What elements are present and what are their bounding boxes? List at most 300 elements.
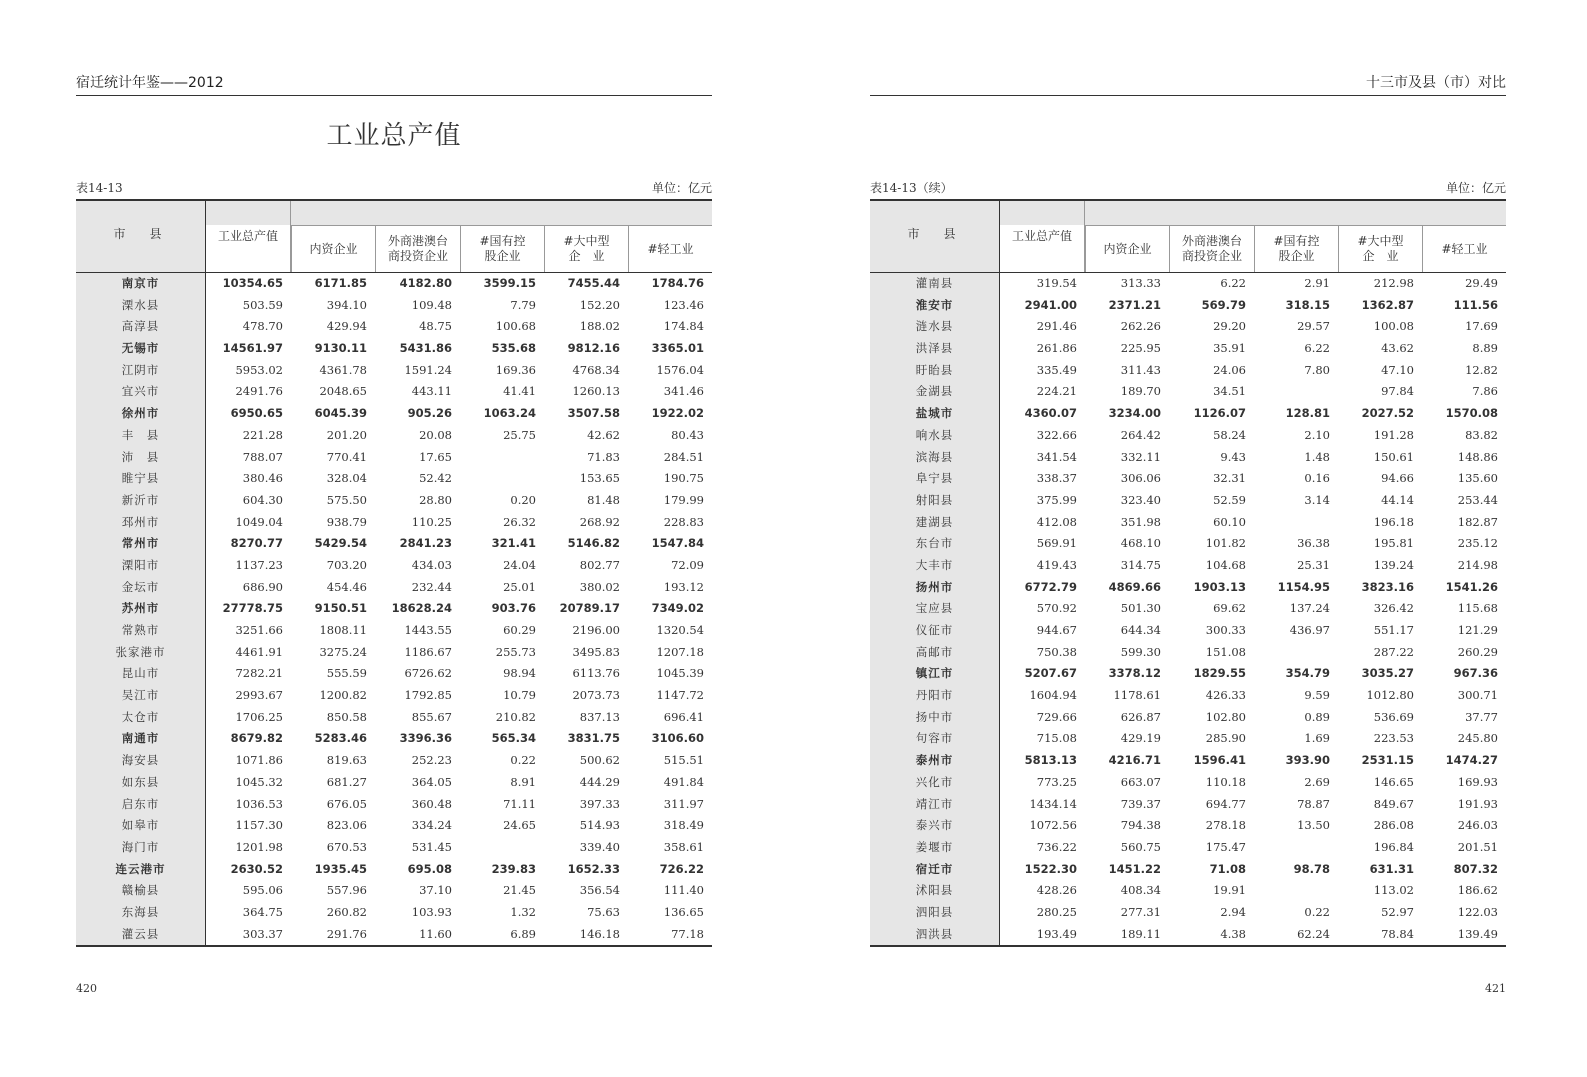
- value-cell: 703.20: [326, 557, 367, 572]
- value-cell: 531.45: [411, 839, 452, 854]
- value-cell: 103.93: [411, 904, 452, 919]
- column-header-sub: 内资企业: [291, 225, 375, 272]
- table-row: [870, 750, 1506, 772]
- value-cell: 1071.86: [235, 753, 283, 768]
- value-cell: 739.37: [1120, 796, 1161, 811]
- value-cell: 560.75: [1120, 839, 1161, 854]
- value-cell: 849.67: [1373, 796, 1414, 811]
- column-header-sub: 内资企业: [1085, 225, 1169, 272]
- value-cell: 1706.25: [235, 709, 283, 724]
- table-row: [870, 577, 1506, 599]
- value-cell: 695.08: [407, 861, 452, 876]
- value-cell: 13.50: [1297, 818, 1330, 833]
- value-cell: 1451.22: [1108, 861, 1161, 876]
- row-name: 睢宁县: [76, 468, 206, 490]
- row-name: 泗洪县: [870, 924, 1000, 946]
- value-cell: 193.12: [663, 579, 704, 594]
- value-cell: 535.68: [491, 341, 536, 356]
- value-cell: 314.75: [1120, 557, 1161, 572]
- table-row: [870, 728, 1506, 750]
- value-cell: 318.15: [1285, 297, 1330, 312]
- value-cell: 11.60: [419, 926, 452, 941]
- table-row: [870, 772, 1506, 794]
- row-name: 连云港市: [76, 859, 206, 881]
- value-cell: 5146.82: [567, 536, 620, 551]
- value-cell: 94.66: [1381, 471, 1414, 486]
- value-cell: 5429.54: [314, 536, 367, 551]
- value-cell: 81.48: [587, 492, 620, 507]
- row-name: 海门市: [76, 837, 206, 859]
- value-cell: 36.38: [1297, 536, 1330, 551]
- value-cell: [1254, 880, 1330, 902]
- value-cell: 354.79: [1285, 666, 1330, 681]
- value-cell: 97.84: [1381, 384, 1414, 399]
- value-cell: 802.77: [579, 557, 620, 572]
- value-cell: 224.21: [1036, 384, 1077, 399]
- row-name: 大丰市: [870, 555, 1000, 577]
- value-cell: 321.41: [491, 536, 536, 551]
- value-cell: 1072.56: [1029, 818, 1077, 833]
- value-cell: 454.46: [326, 579, 367, 594]
- value-cell: 19.91: [1213, 883, 1246, 898]
- row-name: 滨海县: [870, 447, 1000, 469]
- right-page: [870, 0, 1506, 1077]
- value-cell: 151.08: [1205, 644, 1246, 659]
- table-row: [870, 880, 1506, 902]
- value-cell: 364.75: [242, 904, 283, 919]
- value-cell: 2.69: [1304, 774, 1330, 789]
- column-header-sub: #轻工业: [1422, 225, 1506, 272]
- table-row: [870, 338, 1506, 360]
- value-cell: 663.07: [1120, 774, 1161, 789]
- table-row: [870, 663, 1506, 685]
- row-name: 涟水县: [870, 316, 1000, 338]
- value-cell: 565.34: [491, 731, 536, 746]
- value-cell: 41.41: [503, 384, 536, 399]
- value-cell: 1576.04: [656, 362, 704, 377]
- value-cell: 201.20: [326, 427, 367, 442]
- value-cell: 78.87: [1297, 796, 1330, 811]
- row-name: 金湖县: [870, 381, 1000, 403]
- row-name: 新沂市: [76, 490, 206, 512]
- value-cell: 52.59: [1213, 492, 1246, 507]
- value-cell: 306.06: [1120, 471, 1161, 486]
- value-cell: 26.32: [503, 514, 536, 529]
- value-cell: 80.43: [671, 427, 704, 442]
- value-cell: 191.28: [1373, 427, 1414, 442]
- row-name: 吴江市: [76, 685, 206, 707]
- value-cell: 3106.60: [651, 731, 704, 746]
- value-cell: 1362.87: [1361, 297, 1414, 312]
- value-cell: 212.98: [1373, 276, 1414, 290]
- value-cell: 468.10: [1120, 536, 1161, 551]
- value-cell: 210.82: [495, 709, 536, 724]
- value-cell: 18628.24: [391, 601, 452, 616]
- value-cell: 291.46: [1036, 319, 1077, 334]
- row-name: 响水县: [870, 425, 1000, 447]
- value-cell: 83.82: [1465, 427, 1498, 442]
- value-cell: 58.24: [1213, 427, 1246, 442]
- value-cell: 536.69: [1373, 709, 1414, 724]
- value-cell: 260.82: [326, 904, 367, 919]
- value-cell: 98.94: [503, 666, 536, 681]
- row-name: 宝应县: [870, 598, 1000, 620]
- value-cell: 2371.21: [1108, 297, 1161, 312]
- value-cell: 223.53: [1373, 731, 1414, 746]
- value-cell: 284.51: [663, 449, 704, 464]
- value-cell: 686.90: [242, 579, 283, 594]
- table-row: [870, 490, 1506, 512]
- table-row: [76, 902, 712, 924]
- row-name: 溧阳市: [76, 555, 206, 577]
- value-cell: 7.86: [1472, 384, 1498, 399]
- value-cell: 37.10: [419, 883, 452, 898]
- value-cell: 351.98: [1120, 514, 1161, 529]
- value-cell: 47.10: [1381, 362, 1414, 377]
- value-cell: 300.33: [1205, 623, 1246, 637]
- value-cell: 394.10: [326, 297, 367, 312]
- value-cell: 855.67: [411, 709, 452, 724]
- value-cell: 137.24: [1289, 601, 1330, 616]
- value-cell: 436.97: [1289, 623, 1330, 637]
- value-cell: 397.33: [579, 796, 620, 811]
- value-cell: 729.66: [1036, 709, 1077, 724]
- value-cell: 570.92: [1036, 601, 1077, 616]
- value-cell: 967.36: [1453, 666, 1498, 681]
- row-name: 盱眙县: [870, 360, 1000, 382]
- value-cell: 260.29: [1457, 644, 1498, 659]
- value-cell: 1012.80: [1366, 688, 1414, 703]
- value-cell: [1254, 837, 1330, 859]
- table-row: [870, 425, 1506, 447]
- value-cell: 29.49: [1465, 276, 1498, 290]
- value-cell: 903.76: [491, 601, 536, 616]
- value-cell: 14561.97: [222, 341, 283, 356]
- table-row: [76, 620, 712, 642]
- value-cell: 551.17: [1373, 623, 1414, 637]
- value-cell: 1154.95: [1277, 579, 1330, 594]
- value-cell: 189.11: [1120, 926, 1161, 941]
- value-cell: 4.38: [1220, 926, 1246, 941]
- value-cell: 339.40: [579, 839, 620, 854]
- table-row: [870, 685, 1506, 707]
- value-cell: 1570.08: [1445, 406, 1498, 421]
- value-cell: 360.48: [411, 796, 452, 811]
- value-cell: 434.03: [411, 557, 452, 572]
- value-cell: 146.65: [1373, 774, 1414, 789]
- value-cell: 0.16: [1304, 471, 1330, 486]
- value-cell: 4361.78: [319, 362, 367, 377]
- value-cell: 2491.76: [235, 384, 283, 399]
- row-name: 灌云县: [76, 924, 206, 946]
- value-cell: 6171.85: [314, 276, 367, 290]
- value-cell: 52.42: [419, 471, 452, 486]
- value-cell: 27778.75: [222, 601, 283, 616]
- table-row: [870, 381, 1506, 403]
- value-cell: 6772.79: [1024, 579, 1077, 594]
- value-cell: 148.86: [1457, 449, 1498, 464]
- value-cell: 110.18: [1205, 774, 1246, 789]
- value-cell: 3365.01: [651, 341, 704, 356]
- value-cell: 419.43: [1036, 557, 1077, 572]
- table-row: [870, 902, 1506, 924]
- value-cell: 24.04: [503, 557, 536, 572]
- table-row: [76, 772, 712, 794]
- value-cell: 5813.13: [1024, 753, 1077, 768]
- value-cell: 4216.71: [1108, 753, 1161, 768]
- column-header-sub: #轻工业: [628, 225, 712, 272]
- value-cell: 1157.30: [235, 818, 283, 833]
- running-head: 宿迁统计年鉴——2012: [76, 75, 712, 96]
- value-cell: 318.49: [663, 818, 704, 833]
- value-cell: 1591.24: [404, 362, 452, 377]
- row-name: 宿迁市: [870, 859, 1000, 881]
- value-cell: 444.29: [579, 774, 620, 789]
- value-cell: 0.89: [1304, 709, 1330, 724]
- value-cell: 25.31: [1297, 557, 1330, 572]
- value-cell: 17.65: [419, 449, 452, 464]
- row-name: 洪泽县: [870, 338, 1000, 360]
- table-row: [870, 859, 1506, 881]
- value-cell: 24.65: [503, 818, 536, 833]
- value-cell: 1604.94: [1029, 688, 1077, 703]
- row-name: 张家港市: [76, 642, 206, 664]
- table-label: 表14-13（续）: [870, 181, 953, 195]
- value-cell: 115.68: [1457, 601, 1498, 616]
- value-cell: 341.46: [663, 384, 704, 399]
- table-row: [76, 598, 712, 620]
- row-name: 高邮市: [870, 642, 1000, 664]
- value-cell: 2993.67: [235, 688, 283, 703]
- value-cell: 110.25: [411, 514, 452, 529]
- value-cell: 111.56: [1453, 297, 1498, 312]
- row-name: 阜宁县: [870, 468, 1000, 490]
- value-cell: 380.02: [579, 579, 620, 594]
- value-cell: 670.53: [326, 839, 367, 854]
- value-cell: 169.93: [1457, 774, 1498, 789]
- value-cell: 569.79: [1201, 297, 1246, 312]
- value-cell: 5431.86: [399, 341, 452, 356]
- table-row: [76, 403, 712, 425]
- value-cell: 1.32: [510, 904, 536, 919]
- value-cell: 599.30: [1120, 644, 1161, 659]
- value-cell: 3823.16: [1361, 579, 1414, 594]
- value-cell: 375.99: [1036, 492, 1077, 507]
- value-cell: 121.29: [1457, 623, 1498, 637]
- value-cell: 3378.12: [1108, 666, 1161, 681]
- value-cell: 0.22: [1304, 904, 1330, 919]
- value-cell: 323.40: [1120, 492, 1161, 507]
- value-cell: 235.12: [1457, 536, 1498, 551]
- value-cell: 7282.21: [235, 666, 283, 681]
- row-name: 苏州市: [76, 598, 206, 620]
- row-name: 淮安市: [870, 295, 1000, 317]
- value-cell: 3275.24: [319, 644, 367, 659]
- value-cell: 8.91: [510, 774, 536, 789]
- value-cell: 823.06: [326, 818, 367, 833]
- value-cell: 5283.46: [314, 731, 367, 746]
- page-number: 421: [1485, 982, 1506, 995]
- value-cell: 100.08: [1373, 319, 1414, 334]
- value-cell: 773.25: [1036, 774, 1077, 789]
- value-cell: 7349.02: [651, 601, 704, 616]
- table-row: [76, 381, 712, 403]
- value-cell: 78.84: [1381, 926, 1414, 941]
- row-name: 无锡市: [76, 338, 206, 360]
- value-cell: 1320.54: [656, 623, 704, 637]
- table-row: [76, 577, 712, 599]
- value-cell: 291.76: [326, 926, 367, 941]
- value-cell: 515.51: [663, 753, 704, 768]
- value-cell: 380.46: [242, 471, 283, 486]
- value-cell: 2841.23: [399, 536, 452, 551]
- value-cell: 1596.41: [1193, 753, 1246, 768]
- row-name: 东海县: [76, 902, 206, 924]
- table-row: [870, 360, 1506, 382]
- value-cell: 8270.77: [230, 536, 283, 551]
- table-row: [76, 273, 712, 295]
- row-name: 南通市: [76, 728, 206, 750]
- value-cell: 60.10: [1213, 514, 1246, 529]
- row-name: 灌南县: [870, 273, 1000, 295]
- value-cell: 104.68: [1205, 557, 1246, 572]
- table-row: [76, 880, 712, 902]
- value-cell: 169.36: [495, 362, 536, 377]
- value-cell: 2531.15: [1361, 753, 1414, 768]
- value-cell: 71.83: [587, 449, 620, 464]
- value-cell: 443.11: [411, 384, 452, 399]
- table-row: [76, 728, 712, 750]
- value-cell: 837.13: [579, 709, 620, 724]
- value-cell: 1063.24: [483, 406, 536, 421]
- value-cell: 109.48: [411, 297, 452, 312]
- table-row: [76, 338, 712, 360]
- value-cell: 98.78: [1293, 861, 1330, 876]
- value-cell: 1922.02: [651, 406, 704, 421]
- value-cell: 4182.80: [399, 276, 452, 290]
- table-row: [870, 555, 1506, 577]
- value-cell: 696.41: [663, 709, 704, 724]
- table-row: [870, 924, 1506, 946]
- column-header-sub: #国有控 股企业: [460, 225, 544, 272]
- value-cell: 1126.07: [1193, 406, 1246, 421]
- value-cell: 7.79: [510, 297, 536, 312]
- value-cell: 28.80: [419, 492, 452, 507]
- value-cell: 429.94: [326, 319, 367, 334]
- table-row: [870, 815, 1506, 837]
- table-row: [76, 490, 712, 512]
- value-cell: 3495.83: [572, 644, 620, 659]
- table-row: [76, 425, 712, 447]
- value-cell: 3507.58: [567, 406, 620, 421]
- value-cell: [1254, 512, 1330, 534]
- value-cell: 303.37: [242, 926, 283, 941]
- value-cell: 2048.65: [319, 384, 367, 399]
- value-cell: 750.38: [1036, 644, 1077, 659]
- column-header-total: 工业总产值: [206, 201, 291, 272]
- value-cell: 261.86: [1036, 341, 1077, 356]
- value-cell: 557.96: [326, 883, 367, 898]
- table-row: [870, 794, 1506, 816]
- value-cell: 191.93: [1457, 796, 1498, 811]
- column-header-sub: #大中型 企 业: [544, 225, 628, 272]
- value-cell: 0.20: [510, 492, 536, 507]
- value-cell: 150.61: [1373, 449, 1414, 464]
- value-cell: 2027.52: [1361, 406, 1414, 421]
- value-cell: 364.05: [411, 774, 452, 789]
- value-cell: 6.22: [1304, 341, 1330, 356]
- row-name: 金坛市: [76, 577, 206, 599]
- value-cell: 807.32: [1453, 861, 1498, 876]
- value-cell: [460, 447, 536, 469]
- value-cell: 77.18: [671, 926, 704, 941]
- value-cell: 182.87: [1457, 514, 1498, 529]
- left-page: [76, 0, 712, 1077]
- value-cell: 136.65: [663, 904, 704, 919]
- value-cell: 1792.85: [404, 688, 452, 703]
- value-cell: 139.49: [1457, 926, 1498, 941]
- row-name: 泗阳县: [870, 902, 1000, 924]
- row-name: 仪征市: [870, 620, 1000, 642]
- value-cell: 944.67: [1036, 623, 1077, 637]
- value-cell: 253.44: [1457, 492, 1498, 507]
- row-name: 扬中市: [870, 707, 1000, 729]
- row-name: 镇江市: [870, 663, 1000, 685]
- table-row: [76, 360, 712, 382]
- value-cell: 214.98: [1457, 557, 1498, 572]
- value-cell: 252.23: [411, 753, 452, 768]
- value-cell: 736.22: [1036, 839, 1077, 854]
- row-name: 常州市: [76, 533, 206, 555]
- value-cell: 358.61: [663, 839, 704, 854]
- table-row: [76, 685, 712, 707]
- value-cell: 255.73: [495, 644, 536, 659]
- value-cell: 335.49: [1036, 362, 1077, 377]
- value-cell: 35.91: [1213, 341, 1246, 356]
- value-cell: 726.22: [659, 861, 704, 876]
- value-cell: 313.33: [1120, 276, 1161, 290]
- value-cell: 393.90: [1285, 753, 1330, 768]
- value-cell: 135.60: [1457, 471, 1498, 486]
- value-cell: 100.68: [495, 319, 536, 334]
- value-cell: 555.59: [326, 666, 367, 681]
- row-name: 扬州市: [870, 577, 1000, 599]
- value-cell: 1045.32: [235, 774, 283, 789]
- value-cell: 280.25: [1036, 904, 1077, 919]
- value-cell: 175.47: [1205, 839, 1246, 854]
- value-cell: 34.51: [1213, 384, 1246, 399]
- table-row: [76, 837, 712, 859]
- table-row: [870, 837, 1506, 859]
- row-name: 昆山市: [76, 663, 206, 685]
- row-name: 如皋市: [76, 815, 206, 837]
- value-cell: 338.37: [1036, 471, 1077, 486]
- table-row: [76, 859, 712, 881]
- value-cell: 1036.53: [235, 796, 283, 811]
- row-name: 丹阳市: [870, 685, 1000, 707]
- value-cell: 500.62: [579, 753, 620, 768]
- value-cell: 1474.27: [1445, 753, 1498, 768]
- table-row: [870, 533, 1506, 555]
- value-cell: 694.77: [1205, 796, 1246, 811]
- value-cell: 1260.13: [572, 384, 620, 399]
- table-row: [76, 642, 712, 664]
- row-name: 句容市: [870, 728, 1000, 750]
- value-cell: 60.29: [503, 623, 536, 637]
- column-header-sub: 外商港澳台 商投资企业: [1169, 225, 1254, 272]
- value-cell: 631.31: [1369, 861, 1414, 876]
- value-cell: 221.28: [242, 427, 283, 442]
